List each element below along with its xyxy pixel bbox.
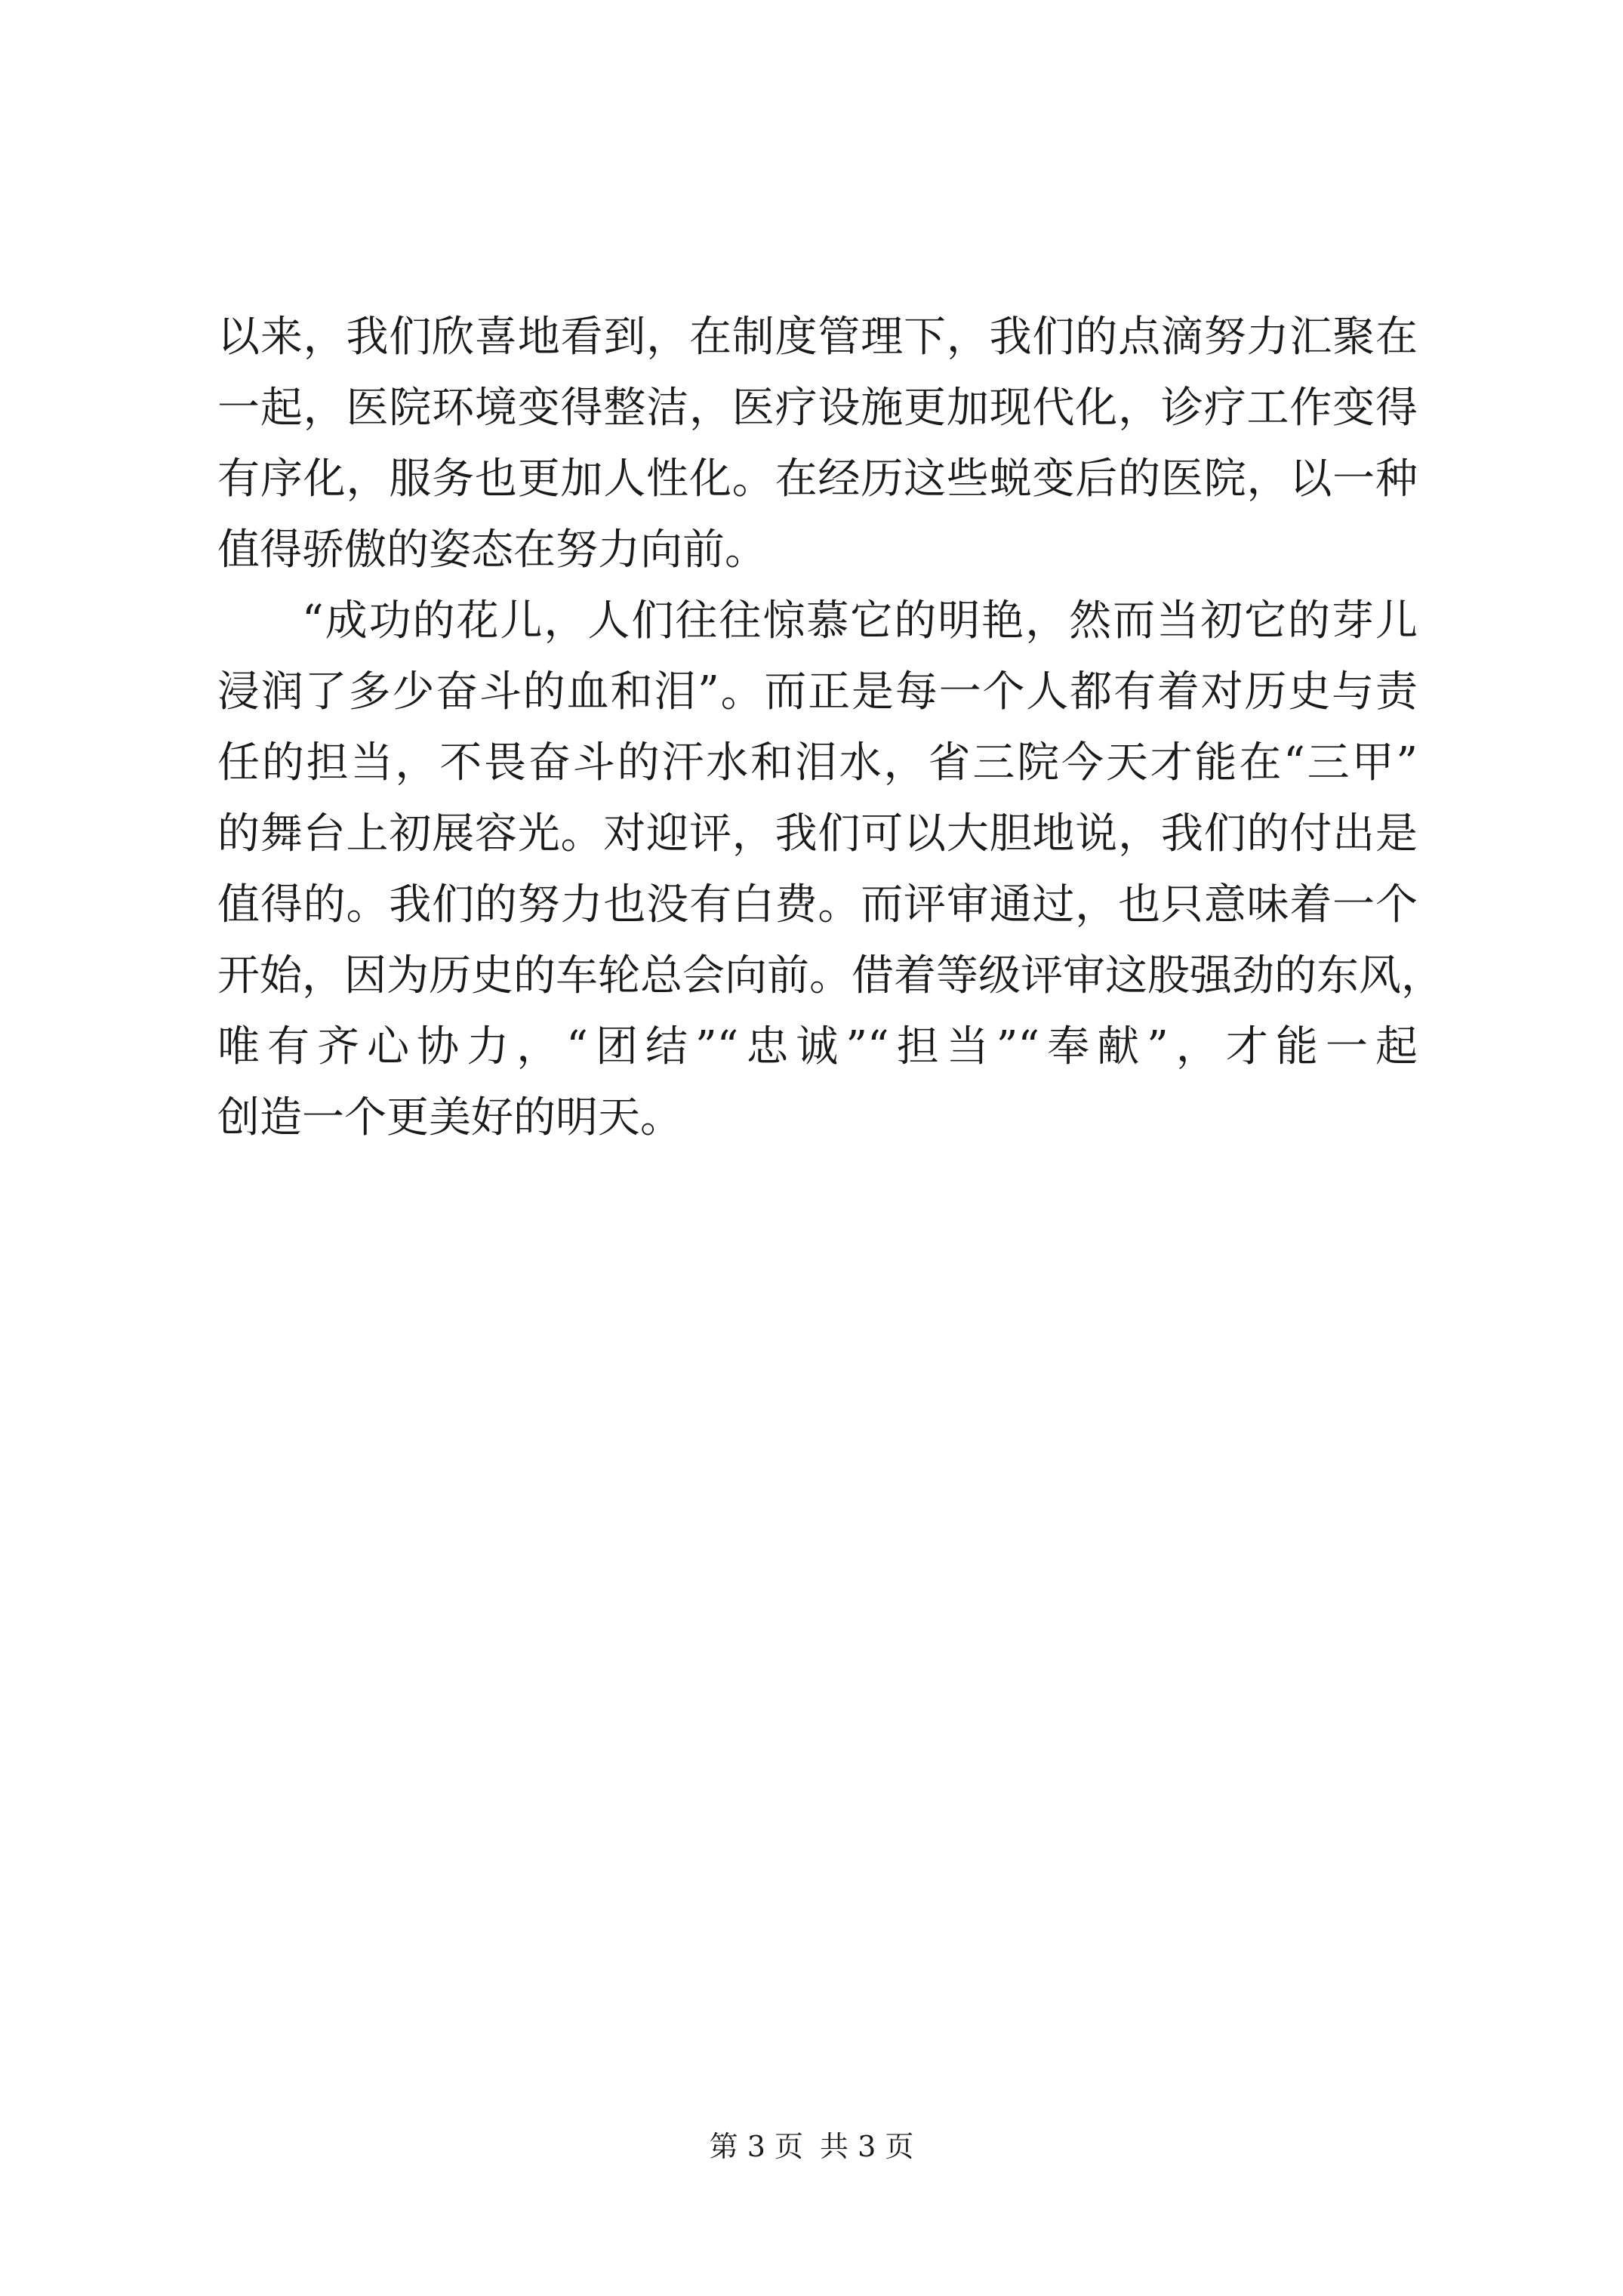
text-line: 值得骄傲的姿态在努力向前。 — [217, 525, 767, 575]
text-line: 有序化，服务也更加人性化。在经历这些蜕变后的医院，以一种 — [217, 455, 1418, 504]
text-line: 唯有齐心协力，“团结”“忠诚”“担当”“奉献”，才能一起 — [217, 1022, 1418, 1071]
text-line: 值得的。我们的努力也没有白费。而评审通过，也只意味着一个 — [217, 880, 1418, 929]
text-line: 创造一个更美好的明天。 — [217, 1093, 682, 1142]
text-line: “成功的花儿，人们往往惊慕它的明艳，然而当初它的芽儿 — [302, 596, 1418, 646]
text-line: 的舞台上初展容光。对迎评，我们可以大胆地说，我们的付出是 — [217, 809, 1418, 858]
paragraph-1 — [217, 302, 1418, 586]
text-line: 任的担当，不畏奋斗的汗水和泪水，省三院今天才能在“三甲” — [217, 738, 1418, 787]
text-line: 开始，因为历史的车轮总会向前。借着等级评审这股强劲的东风， — [217, 951, 1443, 1000]
paragraph-2 — [217, 586, 1443, 1154]
page-number: 第 3 页 — [709, 2130, 803, 2163]
text-line: 以来，我们欣喜地看到，在制度管理下，我们的点滴努力汇聚在 — [217, 313, 1418, 362]
text-line: 浸润了多少奋斗的血和泪”。而正是每一个人都有着对历史与责 — [217, 667, 1418, 717]
page-total: 共 3 页 — [820, 2130, 914, 2163]
text-line: 一起，医院环境变得整洁，医疗设施更加现代化，诊疗工作变得 — [217, 384, 1418, 433]
page-footer — [0, 2128, 1623, 2165]
document-body — [217, 302, 1443, 1154]
